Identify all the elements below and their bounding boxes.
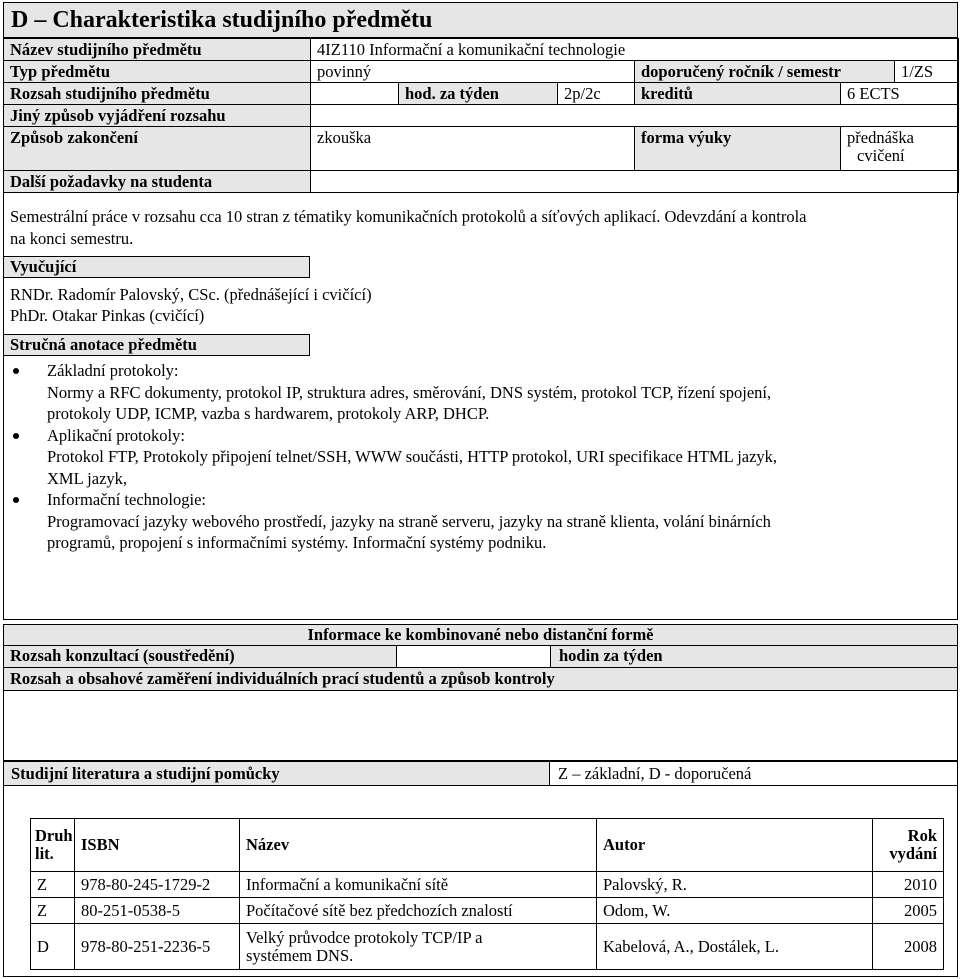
pozadavky-text	[10, 206, 950, 250]
vyucujici-label	[4, 256, 310, 278]
anotace-item	[10, 489, 945, 554]
cell-nazev-line-2: systémem DNS.	[246, 945, 354, 965]
konzultace-label	[4, 646, 397, 668]
anotace-label-text: Stručná anotace předmětu	[10, 335, 197, 354]
hodin-label-text: hodin za týden	[559, 646, 663, 665]
col-druh-header	[31, 819, 75, 872]
prace-label	[4, 668, 957, 691]
zakonceni-label: Způsob zakončení	[4, 127, 311, 171]
typ-value: povinný	[311, 61, 635, 83]
rocnik-value: 1/ZS	[895, 61, 959, 83]
zakonceni-value: zkouška	[311, 127, 635, 171]
cell-autor: Odom, W.	[597, 898, 873, 924]
anotace-line: programů, propojení s informačními systémy. Informační systémy podniku.	[47, 533, 547, 552]
literatura-legend	[550, 761, 958, 786]
pozadavky-line-2: na konci semestru.	[10, 229, 134, 248]
pozadavky-label: Další požadavky na studenta	[4, 171, 311, 193]
cell-rok: 2005	[873, 898, 944, 924]
druh-header-line-2: lit.	[35, 844, 54, 863]
cell-isbn: 978-80-251-2236-5	[75, 924, 240, 970]
header-table	[3, 38, 959, 193]
forma-value-2: cvičení	[857, 146, 905, 165]
cell-nazev: Počítačové sítě bez předchozích znalostí	[240, 898, 597, 924]
nazev-value: 4IZ110 Informační a komunikační technologie	[311, 39, 959, 61]
cell-nazev	[240, 924, 597, 970]
anotace-line: Protokol FTP, Protokoly připojení telnet/SSH, WWW součásti, HTTP protokol, URI specifikace HTML jazyk,	[47, 447, 778, 466]
bullet-icon	[13, 368, 19, 374]
bullet-icon	[13, 433, 19, 439]
jiny-label: Jiný způsob vyjádření rozsahu	[4, 105, 311, 127]
cell-rok: 2008	[873, 924, 944, 970]
anotace-list	[10, 360, 945, 554]
anotace-heading: Informační technologie:	[47, 490, 206, 509]
anotace-label	[4, 334, 310, 356]
nazev-label: Název studijního předmětu	[4, 39, 311, 61]
prace-label-text: Rozsah a obsahové zaměření individuálních prací studentů a způsob kontroly	[10, 669, 555, 688]
forma-value-1: přednáška	[847, 128, 914, 147]
anotace-item	[10, 425, 945, 490]
vyucujici-line-1: RNDr. Radomír Palovský, CSc. (přednášející i cvičící)	[10, 285, 372, 304]
cell-nazev: Informační a komunikační sítě	[240, 872, 597, 898]
forma-value	[841, 127, 959, 171]
cell-nazev-line-1: Velký průvodce protokoly TCP/IP a	[246, 927, 483, 947]
cell-autor: Kabelová, A., Dostálek, L.	[597, 924, 873, 970]
literatura-legend-text: Z – základní, D - doporučená	[558, 764, 752, 783]
kombinovana-title-text: Informace ke kombinované nebo distanční formě	[307, 625, 654, 644]
table-row	[31, 924, 944, 970]
pozadavky-line-1: Semestrální práce v rozsahu cca 10 stran z tématiky komunikačních protokolů a síťových aplikací. Odevzdání a kontrola	[10, 207, 807, 226]
anotace-heading: Základní protokoly:	[47, 361, 179, 380]
rok-header-line-1: Rok	[907, 826, 937, 845]
vyucujici-line-2: PhDr. Otakar Pinkas (cvičící)	[10, 306, 205, 325]
typ-label: Typ předmětu	[4, 61, 311, 83]
hodin-label	[550, 646, 957, 668]
anotace-item	[10, 360, 945, 425]
col-isbn-header: ISBN	[75, 819, 240, 872]
cell-druh: Z	[31, 872, 75, 898]
table-row	[31, 898, 944, 924]
cell-isbn: 978-80-245-1729-2	[75, 872, 240, 898]
vyucujici-label-text: Vyučující	[10, 257, 77, 276]
cell-isbn: 80-251-0538-5	[75, 898, 240, 924]
konzultace-label-text: Rozsah konzultací (soustředění)	[10, 646, 235, 665]
vyucujici-list	[10, 284, 910, 326]
cell-druh: D	[31, 924, 75, 970]
kombinovana-title	[3, 624, 958, 646]
anotace-line: Normy a RFC dokumenty, protokol IP, struktura adres, směrování, DNS systém, protokol TCP, řízení spojení,	[47, 382, 772, 402]
hod-label: hod. za týden	[399, 83, 558, 105]
table-row	[31, 872, 944, 898]
hod-value: 2p/2c	[558, 83, 635, 105]
cell-autor: Palovský, R.	[597, 872, 873, 898]
rozsah-label: Rozsah studijního předmětu	[4, 83, 311, 105]
rok-header-line-2: vydání	[889, 844, 937, 863]
anotace-line: protokoly UDP, ICMP, vazba s hardwarem, protokoly ARP, DHCP.	[47, 404, 490, 423]
rocnik-label: doporučený ročník / semestr	[635, 61, 895, 83]
anotace-line: XML jazyk,	[47, 468, 128, 488]
kreditu-value: 6 ECTS	[841, 83, 959, 105]
page-title	[3, 2, 958, 38]
col-autor-header: Autor	[597, 819, 873, 872]
col-nazev-header: Název	[240, 819, 597, 872]
druh-header-line-1: Druh	[35, 826, 73, 845]
literatura-label	[3, 761, 550, 786]
bullet-icon	[13, 497, 19, 503]
page-title-text: D – Charakteristika studijního předmětu	[11, 7, 433, 33]
kreditu-label: kreditů	[635, 83, 841, 105]
cell-druh: Z	[31, 898, 75, 924]
col-rok-header	[873, 819, 944, 872]
literatura-label-text: Studijní literatura a studijní pomůcky	[11, 764, 280, 783]
forma-label: forma výuky	[635, 127, 841, 171]
anotace-heading: Aplikační protokoly:	[47, 425, 185, 445]
cell-rok: 2010	[873, 872, 944, 898]
literatura-table	[30, 818, 944, 970]
konzultace-value	[397, 646, 550, 668]
anotace-line: Programovací jazyky webového prostředí, jazyky na straně serveru, jazyky na straně klienta, volání binárních	[47, 511, 771, 531]
anotace-bullets	[10, 360, 945, 554]
